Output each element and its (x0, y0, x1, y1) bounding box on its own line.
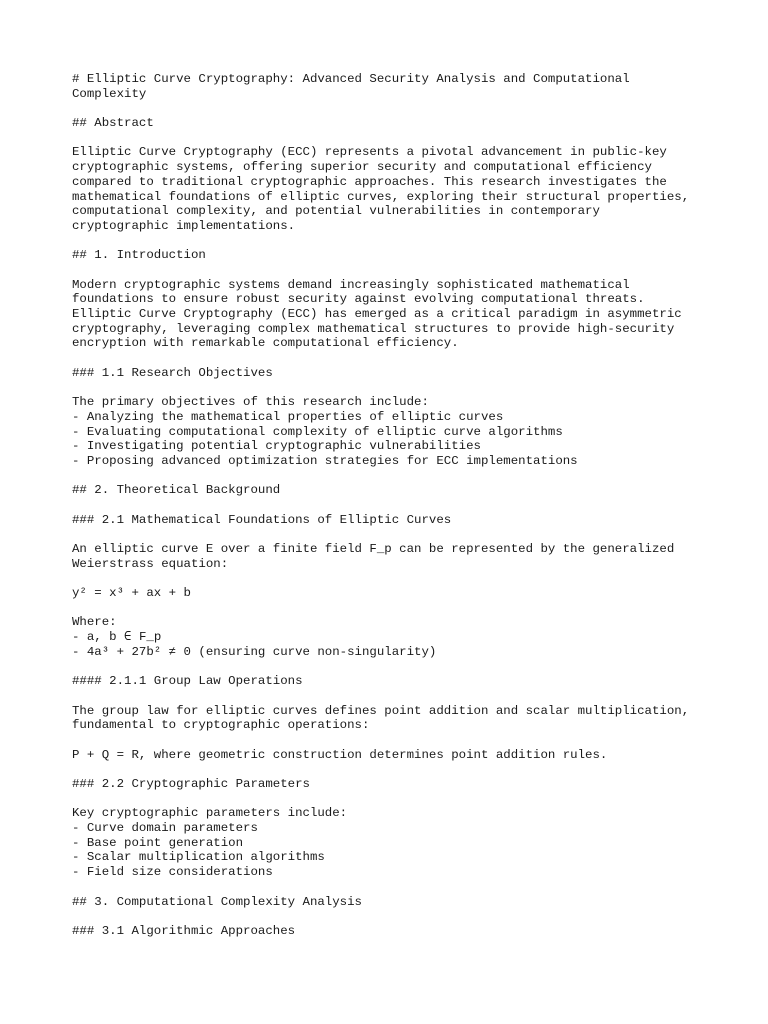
subsection-heading: ### 1.1 Research Objectives (72, 365, 273, 380)
subsubsection-heading: #### 2.1.1 Group Law Operations (72, 674, 303, 689)
blank-line (72, 792, 712, 807)
blank-line (72, 234, 712, 249)
blank-line (72, 101, 712, 116)
list-item: - 4a³ + 27b² ≠ 0 (ensuring curve non-singularity) (72, 644, 437, 659)
list-item: - Investigating potential cryptographic vulnerabilities (72, 439, 481, 454)
blank-line (72, 733, 712, 748)
blank-line (72, 469, 712, 484)
text-line: mathematical foundations of elliptic curves, exploring their structural properties, (72, 189, 690, 204)
blank-line (72, 131, 712, 146)
text-line: P + Q = R, where geometric construction determines point addition rules. (72, 747, 608, 762)
text-line: y² = x³ + ax + b (72, 586, 191, 601)
list-item: - a, b ∈ F_p (72, 630, 162, 645)
section-heading: ## 3. Computational Complexity Analysis (72, 894, 362, 909)
blank-line (72, 689, 712, 704)
section-heading: ## Abstract (72, 116, 154, 131)
text-line: Where: (72, 615, 117, 630)
text-line: cryptographic systems, offering superior security and computational efficiency (72, 160, 652, 175)
blank-line (72, 380, 712, 395)
list-item: - Analyzing the mathematical properties of elliptic curves (72, 409, 504, 424)
subsection-heading: ### 3.1 Algorithmic Approaches (72, 923, 296, 938)
document-body (72, 72, 712, 939)
blank-line (72, 909, 712, 924)
subsection-heading: ### 2.1 Mathematical Foundations of Elliptic Curves (72, 512, 452, 527)
document-title: # Elliptic Curve Cryptography: Advanced Security Analysis and Computational (72, 72, 630, 86)
text-line: Elliptic Curve Cryptography (ECC) represents a pivotal advancement in public-key (72, 145, 667, 160)
text-line: cryptographic implementations. (72, 218, 296, 233)
text-line: computational complexity, and potential vulnerabilities in contemporary (72, 204, 600, 219)
text-line: The group law for elliptic curves defines point addition and scalar multiplication, (72, 703, 690, 718)
list-item: - Scalar multiplication algorithms (72, 850, 325, 865)
text-line: fundamental to cryptographic operations: (72, 718, 370, 733)
blank-line (72, 762, 712, 777)
text-line: Weierstrass equation: (72, 556, 229, 571)
list-item: - Base point generation (72, 835, 244, 850)
blank-line (72, 498, 712, 513)
blank-line (72, 263, 712, 278)
text-line: Key cryptographic parameters include: (72, 806, 348, 821)
text-line: Elliptic Curve Cryptography (ECC) has emerged as a critical paradigm in asymmetric (72, 307, 682, 321)
blank-line (72, 351, 712, 366)
text-line: The primary objectives of this research include: (72, 395, 429, 410)
subsection-heading: ### 2.2 Cryptographic Parameters (72, 777, 310, 791)
blank-line (72, 571, 712, 586)
text-line: cryptography, leveraging complex mathematical structures to provide high-security (72, 321, 675, 336)
blank-line (72, 660, 712, 675)
blank-line (72, 527, 712, 542)
text-line: An elliptic curve E over a finite field F_p can be represented by the generalized (72, 542, 675, 556)
list-item: - Proposing advanced optimization strategies for ECC implementations (72, 453, 578, 468)
text-line: compared to traditional cryptographic approaches. This research investigates the (72, 174, 667, 189)
blank-line (72, 880, 712, 895)
section-heading: ## 2. Theoretical Background (72, 483, 281, 498)
text-line: Complexity (72, 86, 147, 101)
text-line: Modern cryptographic systems demand increasingly sophisticated mathematical (72, 277, 630, 292)
list-item: - Evaluating computational complexity of elliptic curve algorithms (72, 424, 563, 439)
section-heading: ## 1. Introduction (72, 248, 206, 263)
list-item: - Curve domain parameters (72, 821, 258, 836)
text-line: foundations to ensure robust security against evolving computational threats. (72, 292, 645, 307)
blank-line (72, 601, 712, 616)
text-line: encryption with remarkable computational efficiency. (72, 336, 459, 351)
list-item: - Field size considerations (72, 865, 273, 880)
